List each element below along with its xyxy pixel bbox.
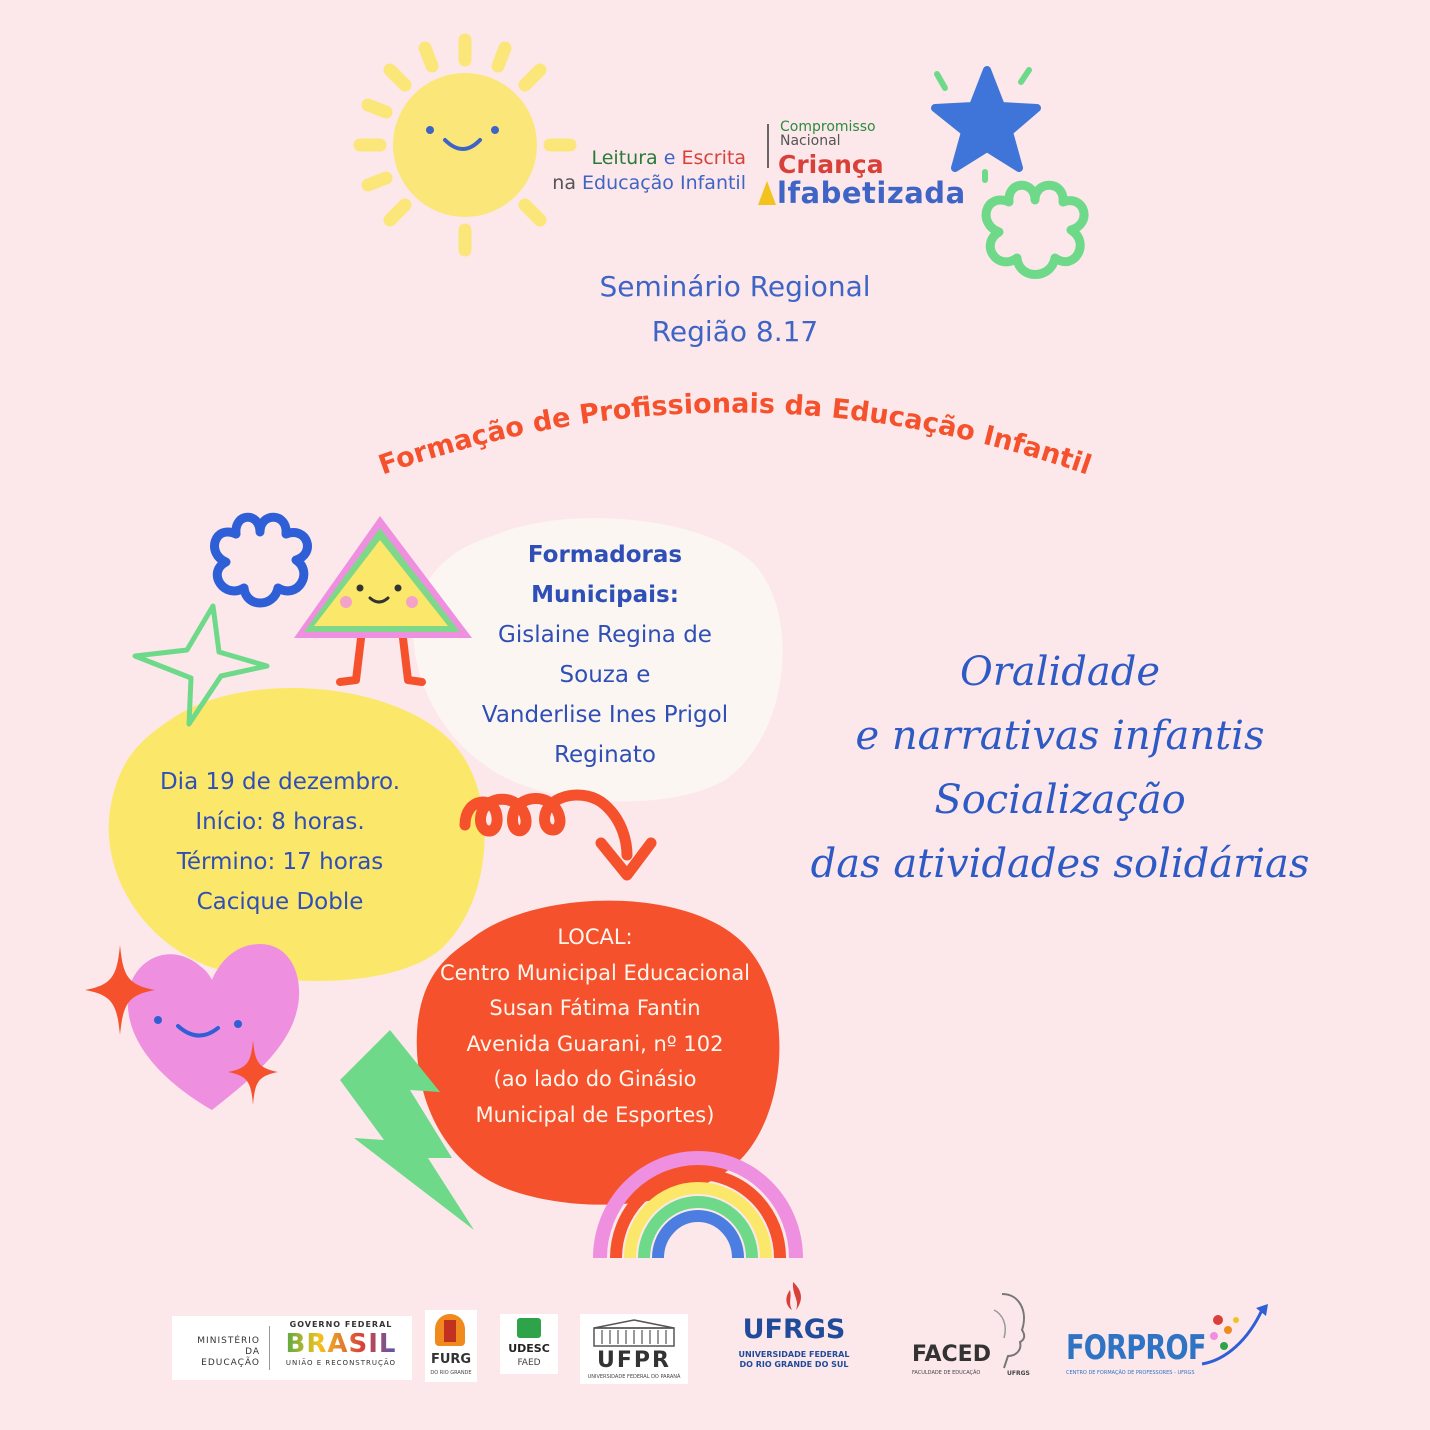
green-star-icon <box>125 600 275 730</box>
udesc-logo <box>500 1314 558 1374</box>
forprof-sub: CENTRO DE FORMAÇÃO DE PROFESSORES - UFRGS <box>1066 1370 1195 1376</box>
commitment-line1: Compromisso <box>780 119 876 135</box>
commitment-alfa-word: lfabetizada <box>777 176 966 210</box>
seminar-title: Seminário Regional <box>599 270 871 303</box>
mec-brasil-logo <box>172 1316 412 1380</box>
program-word-educacao: Educação Infantil <box>582 172 746 194</box>
trainers-heading-1: Formadoras <box>527 542 683 568</box>
program-word-na: na <box>552 172 576 194</box>
trainer-line-1: Gislaine Regina de <box>498 622 712 648</box>
location-line-4: (ao lado do Ginásio <box>493 1067 697 1091</box>
location-line-1: Centro Municipal Educacional <box>439 960 751 985</box>
furg-sub: DO RIO GRANDE <box>430 1370 472 1376</box>
seminar-region: Região 8.17 <box>651 315 819 348</box>
schedule-city: Cacique Doble <box>196 889 364 915</box>
mec-line-2: EDUCAÇÃO <box>201 1358 260 1368</box>
forprof-logo <box>1066 1300 1276 1385</box>
ufrgs-logo <box>738 1280 850 1380</box>
location-heading: LOCAL: <box>557 925 633 949</box>
trainer-line-3: Vanderlise Ines Prigol <box>481 702 729 728</box>
commitment-crianca: Criança <box>778 150 884 179</box>
seminar-heading <box>430 264 1040 354</box>
forprof-name: FORPROF <box>1066 1328 1206 1368</box>
theme-line-3: Socialização <box>934 777 1186 823</box>
faced-logo <box>912 1290 1037 1385</box>
ufrgs-sub-2: DO RIO GRANDE DO SUL <box>739 1360 849 1369</box>
ufrgs-flame-icon <box>778 1280 808 1314</box>
schedule-end: Término: 17 horas <box>176 849 384 875</box>
svg-text:Formação de Profissionais da E <box>375 388 1096 481</box>
forprof-birds-icon <box>1196 1300 1271 1370</box>
red-sparkle-icon <box>85 945 155 1035</box>
trainers-block <box>445 535 765 775</box>
banner-title-text: Formação de Profissionais da Educação Infantil <box>374 388 1096 482</box>
theme-line-1: Oralidade <box>959 649 1161 695</box>
schedule-date: Dia 19 de dezembro. <box>159 769 401 795</box>
location-line-2: Susan Fátima Fantin <box>489 996 701 1020</box>
ufpr-name: UFPR <box>597 1348 671 1373</box>
furg-logo <box>425 1310 477 1382</box>
program-word-e: e <box>663 147 676 169</box>
rainbow-icon <box>588 1130 808 1260</box>
location-line-3: Avenida Guarani, nº 102 <box>466 1031 724 1056</box>
faced-tag: UFRGS <box>1007 1370 1030 1377</box>
ufpr-logo <box>580 1314 688 1384</box>
commitment-line2: Nacional <box>780 133 841 149</box>
location-block <box>420 920 770 1133</box>
gov-bottom: UNIÃO E RECONSTRUÇÃO <box>285 1359 397 1367</box>
pencil-a-icon <box>758 181 776 205</box>
gov-main: BRASIL <box>276 1329 406 1359</box>
udesc-sub: FAED <box>517 1358 541 1368</box>
ufrgs-name: UFRGS <box>742 1314 846 1345</box>
ufrgs-sub-1: UNIVERSIDADE FEDERAL <box>738 1350 850 1359</box>
curly-arrow-icon <box>455 785 655 890</box>
udesc-emblem-icon <box>517 1318 541 1338</box>
theme-line-2: e narrativas infantis <box>855 713 1265 759</box>
logo-divider <box>767 124 769 168</box>
sun-illustration <box>350 30 580 260</box>
location-line-5: Municipal de Esportes) <box>475 1102 715 1127</box>
schedule-start: Início: 8 horas. <box>195 809 365 835</box>
furg-name: FURG <box>430 1352 472 1367</box>
udesc-name: UDESC <box>508 1342 550 1355</box>
trainer-line-2: Souza e <box>559 662 651 688</box>
blue-star-icon <box>925 62 1045 182</box>
schedule-block <box>120 762 440 922</box>
theme-block <box>760 640 1360 896</box>
trainers-heading-2: Municipais: <box>531 582 679 608</box>
ufpr-building-icon <box>586 1318 682 1348</box>
mec-line-1: MINISTÉRIO DA <box>197 1336 260 1357</box>
program-word-escrita: Escrita <box>681 147 746 169</box>
banner-title <box>360 370 1100 500</box>
program-word-leitura: Leitura <box>591 147 658 169</box>
faced-name: FACED <box>912 1342 991 1367</box>
program-logo <box>530 146 746 196</box>
theme-line-4: das atividades solidárias <box>810 841 1310 887</box>
trainer-line-4: Reginato <box>554 742 656 768</box>
red-sparkle-small-icon <box>228 1040 278 1105</box>
commitment-logo-small <box>780 120 876 148</box>
gov-top: GOVERNO FEDERAL <box>289 1320 393 1329</box>
ufpr-sub: UNIVERSIDADE FEDERAL DO PARANÁ <box>587 1374 681 1380</box>
faced-sub: FACULDADE DE EDUCAÇÃO <box>912 1370 981 1376</box>
